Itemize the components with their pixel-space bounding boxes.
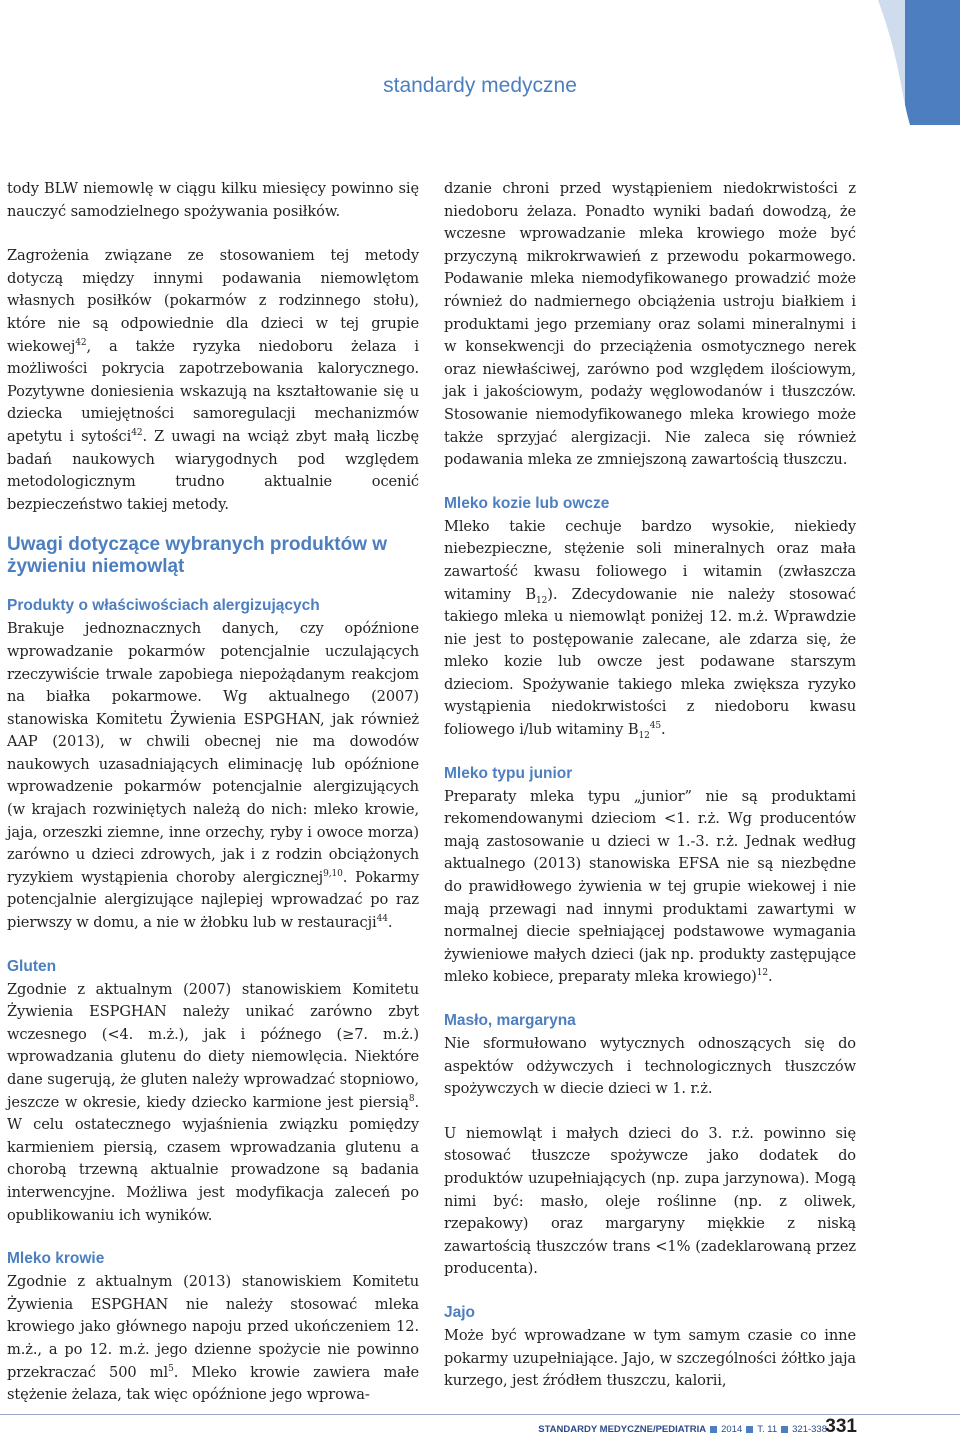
citation: 42 [75,337,87,348]
paragraph: Nie sformułowano wytycznych odnoszących się do aspektów odżywczych i technologicznych tłuszczów spożywczych w diecie dzieci w 1. r.ż. [444,1035,856,1098]
subheading-junior-milk: Mleko typu junior [444,764,573,782]
paragraph: Może być wprowadzane w tym samym czasie co inne pokarmy uzupełniające. Jajo, w szczególności żółtko jaja kurzego, jest źródłem tłuszczu, kalorii, [444,1326,856,1390]
paragraph: Zgodnie z aktualnym (2013) stanowiskiem Komitetu Żywienia ESPGHAN nie należy stosować mleka krowiego jako głównego napoju przed ukończeniem 12. m.ż., a po 12. m.ż. jego dzienne spożycie nie powinno przekraczać 500 $ml^5$. Mleko krowie zawiera małe stężenie żelaza, tak więc opóźnione jego wprowa- [7,1273,419,1404]
citation: 42 [131,428,143,439]
paragraph: U niemowląt i małych dzieci do 3. r.ż. powinno się stosować tłuszcze spożywcze jako dodatek do produktów uzupełniających (np. zupa jarzynowa). Mogą nimi być: masło, oleje roślinne (np. z oliwek, rzepakowy) oraz margaryny miękkie z niską zawartością tłuszczów trans <1% (zadeklarowaną przez producenta). [444,1124,856,1278]
right-column [444,178,856,1393]
subheading-gluten: Gluten [7,957,57,975]
square-bullet-icon [710,1426,717,1433]
paragraph: Mleko takie cechuje bardzo wysokie, niekiedy niebezpieczne, stężenie soli mineralnych oraz mała zawartość kwasu foliowego i witamin (zwłaszcza witaminy $B_{12}$). Zdecydowanie nie należy stosować takiego mleka u niemowląt poniżej 12. m.ż. Wprawdzie nie jest to postępowanie zalecane, ale zdarza się, że mleko kozie lub owcze jest podawane starszym dzieciom. Spożywanie takiego mleka zwiększa ryzyko wystąpienia niedokrwistości z niedoboru kwasu foliowego i/lub witaminy $B_{12}^{45}$. [444,517,856,741]
subheading-allergens: Produkty o właściwościach alergizujących [7,597,320,615]
journal-year: 2014 [721,1423,743,1435]
corner-decoration [860,0,960,125]
paragraph: Brakuje jednoznacznych danych, czy opóźnione wprowadzanie pokarmów potencjalnie uczulających rzeczywiście trwale zapobiega niepożądanym reakcjom na białka pokarmowe. Wg aktualnego (2007) stanowiska Komitetu Żywienia ESPGHAN, jak również AAP (2013), w chwili obecnej nie ma dowodów naukowych uzasadniających eliminację lub opóźnione wprowadzenie pokarmów potencjalnie alergizujących (w krajach rozwiniętych należą do nich: mleko krowie, jaja, orzeszki ziemne, inne orzechy, ryby i owoce morza) zarówno u dzieci zdrowych, jak i z rodzin obciążonych ryzykiem wystąpienia choroby alergicznej$^{9,10}$. Pokarmy potencjalnie alergizujące najlepiej wprowadzać po raz pierwszy w domu, a nie w żłobku lub w restauracji$^{44}$. [7,620,419,932]
paragraph: tody BLW niemowlę w ciągu kilku miesięcy powinno się nauczyć samodzielnego spożywania posiłków. [7,180,419,220]
square-bullet-icon [746,1426,753,1433]
footer [538,1419,827,1439]
journal-volume: T. 11 [757,1423,778,1435]
citation: 45 [649,721,662,732]
citation: 5 [168,1363,174,1374]
subheading-eggs: Jajo [444,1303,476,1321]
citation: 44 [376,914,388,925]
section-header: standardy medyczne [383,74,577,97]
paragraph: Zgodnie z aktualnym (2007) stanowiskiem Komitetu Żywienia ESPGHAN należy unikać zarówno zbyt wczesnego (<4. m.ż.), jak i późnego (≥7. m.ż.) wprowadzania glutenu do diety niemowlęcia. Niektóre dane sugerują, że gluten należy wprowadzać stopniowo, jeszcze w okresie, kiedy dziecko karmione jest piersią$^8$. W celu ostatecznego wyjaśnienia związku pomiędzy karmieniem piersią, czasem wprowadzania glutenu a chorobą trzewną aktualnie prowadzone są badania interwencyjne. Możliwa jest modyfikacja zaleceń po opublikowaniu ich wyników. [7,980,419,1224]
journal-name: STANDARDY MEDYCZNE/PEDIATRIA [538,1423,707,1435]
journal-pages: 321-338 [792,1423,827,1435]
subscript: 12 [638,730,650,741]
left-column [7,178,419,1407]
paragraph: Preparaty mleka typu „junior” nie są produktami rekomendowanymi dzieciom <1. r.ż. Wg producentów mają zastosowanie u dzieci w 1.-3. r.ż. Jednak według aktualnego (2013) stanowiska EFSA nie są niezbędne do prawidłowego żywienia w tej grupie wiekowej i nie mają przewagi nad innymi produktami zawartymi w normalnej diecie spełniającej podstawowe wymagania żywieniowe małych dzieci (jak np. produkty zastępujące mleko kobiece, preparaty mleka krowiego)$^{12}$. [444,787,856,986]
paragraph: dzanie chroni przed wystąpieniem niedokrwistości z niedoboru żelaza. Ponadto wyniki badań dowodzą, że wczesne wprowadzanie mleka krowiego może być przyczyną mikrokrwawień z przewodu pokarmowego. Podawanie mleka niemodyfikowanego prowadzić może również do nadmiernego obciążenia ustroju białkiem i produktami jego przemiany oraz solami mineralnymi i w konsekwencji do przeciążenia osmotycznego nerek oraz niewłaściwej, zarówno pod względem ilościowym, jak i jakościowym, podaży węglowodanów i tłuszczów. Stosowanie niemodyfikowanego mleka krowiego może także sprzyjać alergizacji. Nie zaleca się również podawania mleka ze zmniejszoną zawartością tłuszczu. [444,180,856,469]
square-bullet-icon [781,1426,788,1433]
citation: 9,10 [323,868,343,879]
paragraph: Zagrożenia związane ze stosowaniem tej metody dotyczą między innymi podawania niemowlętom własnych posiłków (pokarmów z rodzinnego stołu), które nie są odpowiednie dla dzieci w tej grupie wiekowej$^{42}$, a także ryzyka niedoboru żelaza i możliwości pokrycia zapotrzebowania kalorycznego. Pozytywne doniesienia wskazują na kształtowanie się u dziecka umiejętności samoregulacji mechanizmów apetytu i sytości$^{42}$. Z uwagi na wciąż zbyt małą liczbę badań naukowych wiarygodnych pod względem metodologicznym trudno aktualnie ocenić bezpieczeństwo takiej metody. [7,247,419,513]
main-heading: Uwagi dotyczące wybranych produktów w żywieniu niemowląt [7,534,388,578]
footer-rule [0,1414,960,1415]
citation: 8 [408,1093,415,1104]
subheading-butter-margarine: Masło, margaryna [444,1012,576,1029]
page-number: 331 [825,1416,857,1437]
subscript: 12 [535,595,548,606]
subheading-goat-milk: Mleko kozie lub owcze [444,494,610,512]
subheading-cow-milk: Mleko krowie [7,1250,105,1268]
citation: 12 [756,968,769,979]
